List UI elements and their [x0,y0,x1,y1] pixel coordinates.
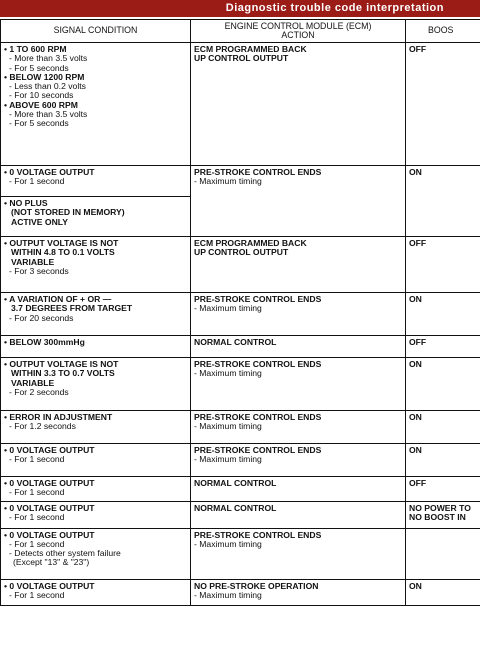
cell-line: - Maximum timing [194,538,262,549]
cell-line: WITHIN 4.8 TO 0.1 VOLTS [11,247,115,258]
signal-condition-cell [1,336,191,358]
cell-line: - For 1 second [9,454,65,465]
table-row [1,411,480,444]
cell-line: - For 20 seconds [9,312,74,323]
cell-line: • NO PLUS [4,198,48,208]
table-body [1,43,480,606]
cell-line: • 0 VOLTAGE OUTPUT [4,445,95,455]
table-row [1,579,480,605]
table-row [1,336,480,358]
header-ecm-line-2: ACTION [281,30,315,40]
cell-line: UP CONTROL OUTPUT [194,247,289,258]
cell-line: - Maximum timing [194,368,262,379]
ecm-action-cell [191,166,406,237]
table-row [1,528,480,579]
signal-condition-cell [1,477,191,502]
boost-cell: NO POWER TO NO BOOST IN [406,501,480,528]
cell-line: NORMAL CONTROL [194,337,277,347]
boost-cell: OFF [406,237,480,293]
cell-line: (Except "13" & "23") [13,557,90,568]
signal-condition-cell [1,197,191,237]
header-boost: BOOS [406,20,480,43]
cell-line: - More than 3.5 volts [9,53,88,64]
boost-cell: ON [406,166,480,237]
signal-condition-cell [1,43,191,166]
cell-line: 3.7 DEGREES FROM TARGET [11,303,133,314]
cell-line: - Less than 0.2 volts [9,81,86,92]
boost-cell: OFF [406,336,480,358]
ecm-action-cell [191,501,406,528]
ecm-action-cell [191,411,406,444]
cell-line: - Maximum timing [194,421,262,432]
ecm-action-cell [191,528,406,579]
table-row [1,358,480,411]
signal-condition-cell [1,237,191,293]
table-row [1,501,480,528]
cell-line: VARIABLE [11,256,55,267]
ecm-action-cell [191,237,406,293]
header-ecm-line-1: ENGINE CONTROL MODULE (ECM) [224,20,372,31]
signal-condition-cell [1,358,191,411]
cell-line: PRE-STROKE CONTROL ENDS [194,167,322,177]
boost-cell: OFF [406,43,480,166]
ecm-action-cell [191,293,406,336]
dtc-table [0,19,480,606]
cell-line: PRE-STROKE CONTROL ENDS [194,445,322,455]
cell-line: - Maximum timing [194,454,262,465]
boost-cell: ON [406,411,480,444]
cell-line: • OUTPUT VOLTAGE IS NOT [4,359,119,369]
cell-line: NORMAL CONTROL [194,478,277,488]
cell-line: - For 5 seconds [9,118,69,129]
signal-condition-cell [1,579,191,605]
cell-line: • 0 VOLTAGE OUTPUT [4,502,95,513]
cell-line: • 0 VOLTAGE OUTPUT [4,478,95,488]
cell-line: • 0 VOLTAGE OUTPUT [4,529,95,540]
cell-line: NORMAL CONTROL [194,502,277,513]
cell-line: • BELOW 1200 RPM [4,71,85,82]
cell-line: PRE-STROKE CONTROL ENDS [194,359,322,369]
ecm-action-cell [191,477,406,502]
signal-condition-cell [1,501,191,528]
cell-line: - For 5 seconds [9,62,69,73]
table-row [1,477,480,502]
cell-line: • 0 VOLTAGE OUTPUT [4,580,95,591]
cell-line: - Maximum timing [194,176,262,187]
cell-line: • ERROR IN ADJUSTMENT [4,412,113,422]
cell-line: - For 3 seconds [9,265,69,276]
cell-line: - For 2 seconds [9,386,69,397]
cell-line: PRE-STROKE CONTROL ENDS [194,529,322,540]
signal-condition-cell [1,411,191,444]
table-row [1,293,480,336]
table-row [1,444,480,477]
cell-line: - For 1 second [9,511,65,522]
cell-line: • 1 TO 600 RPM [4,44,67,54]
boost-cell: ON [406,579,480,605]
table-header-row [1,20,480,43]
cell-line: ECM PROGRAMMED BACK [194,44,307,54]
cell-line: ECM PROGRAMMED BACK [194,238,307,248]
header-ecm-action [191,20,406,43]
cell-line: - For 1 second [9,176,65,187]
cell-line: ACTIVE ONLY [11,216,68,227]
ecm-action-cell [191,358,406,411]
cell-line: - Maximum timing [194,303,262,314]
cell-line: WITHIN 3.3 TO 0.7 VOLTS [11,368,115,379]
cell-line: • BELOW 300mmHg [4,337,85,347]
ecm-action-cell [191,444,406,477]
cell-line: • A VARIATION OF + OR — [4,294,112,304]
signal-condition-cell [1,528,191,579]
table-row [1,166,480,197]
cell-line: PRE-STROKE CONTROL ENDS [194,412,322,422]
cell-line: - For 1 second [9,538,65,549]
cell-line: - For 1 second [9,487,65,498]
cell-line: NO PRE-STROKE OPERATION [194,580,319,591]
cell-line: • OUTPUT VOLTAGE IS NOT [4,238,119,248]
table-row [1,43,480,166]
page-banner: Diagnostic trouble code interpretation [0,0,480,17]
cell-line: - Maximum timing [194,589,262,600]
signal-condition-cell [1,166,191,197]
signal-condition-cell [1,444,191,477]
cell-line: - For 10 seconds [9,90,74,101]
cell-line: PRE-STROKE CONTROL ENDS [194,294,322,304]
table-row [1,237,480,293]
cell-line: • ABOVE 600 RPM [4,99,78,110]
cell-line: (NOT STORED IN MEMORY) [11,207,125,218]
cell-line: UP CONTROL OUTPUT [194,53,289,64]
ecm-action-cell [191,43,406,166]
cell-line: - For 1.2 seconds [9,421,76,432]
ecm-action-cell [191,579,406,605]
header-signal-condition: SIGNAL CONDITION [1,20,191,43]
cell-line: - More than 3.5 volts [9,109,88,120]
signal-condition-cell [1,293,191,336]
cell-line: - Detects other system failure [9,548,121,559]
boost-cell: ON [406,444,480,477]
boost-cell: ON [406,358,480,411]
cell-line: VARIABLE [11,377,55,388]
boost-cell [406,528,480,579]
boost-cell: OFF [406,477,480,502]
cell-line: - For 1 second [9,589,65,600]
boost-cell: ON [406,293,480,336]
ecm-action-cell [191,336,406,358]
cell-line: • 0 VOLTAGE OUTPUT [4,167,95,177]
